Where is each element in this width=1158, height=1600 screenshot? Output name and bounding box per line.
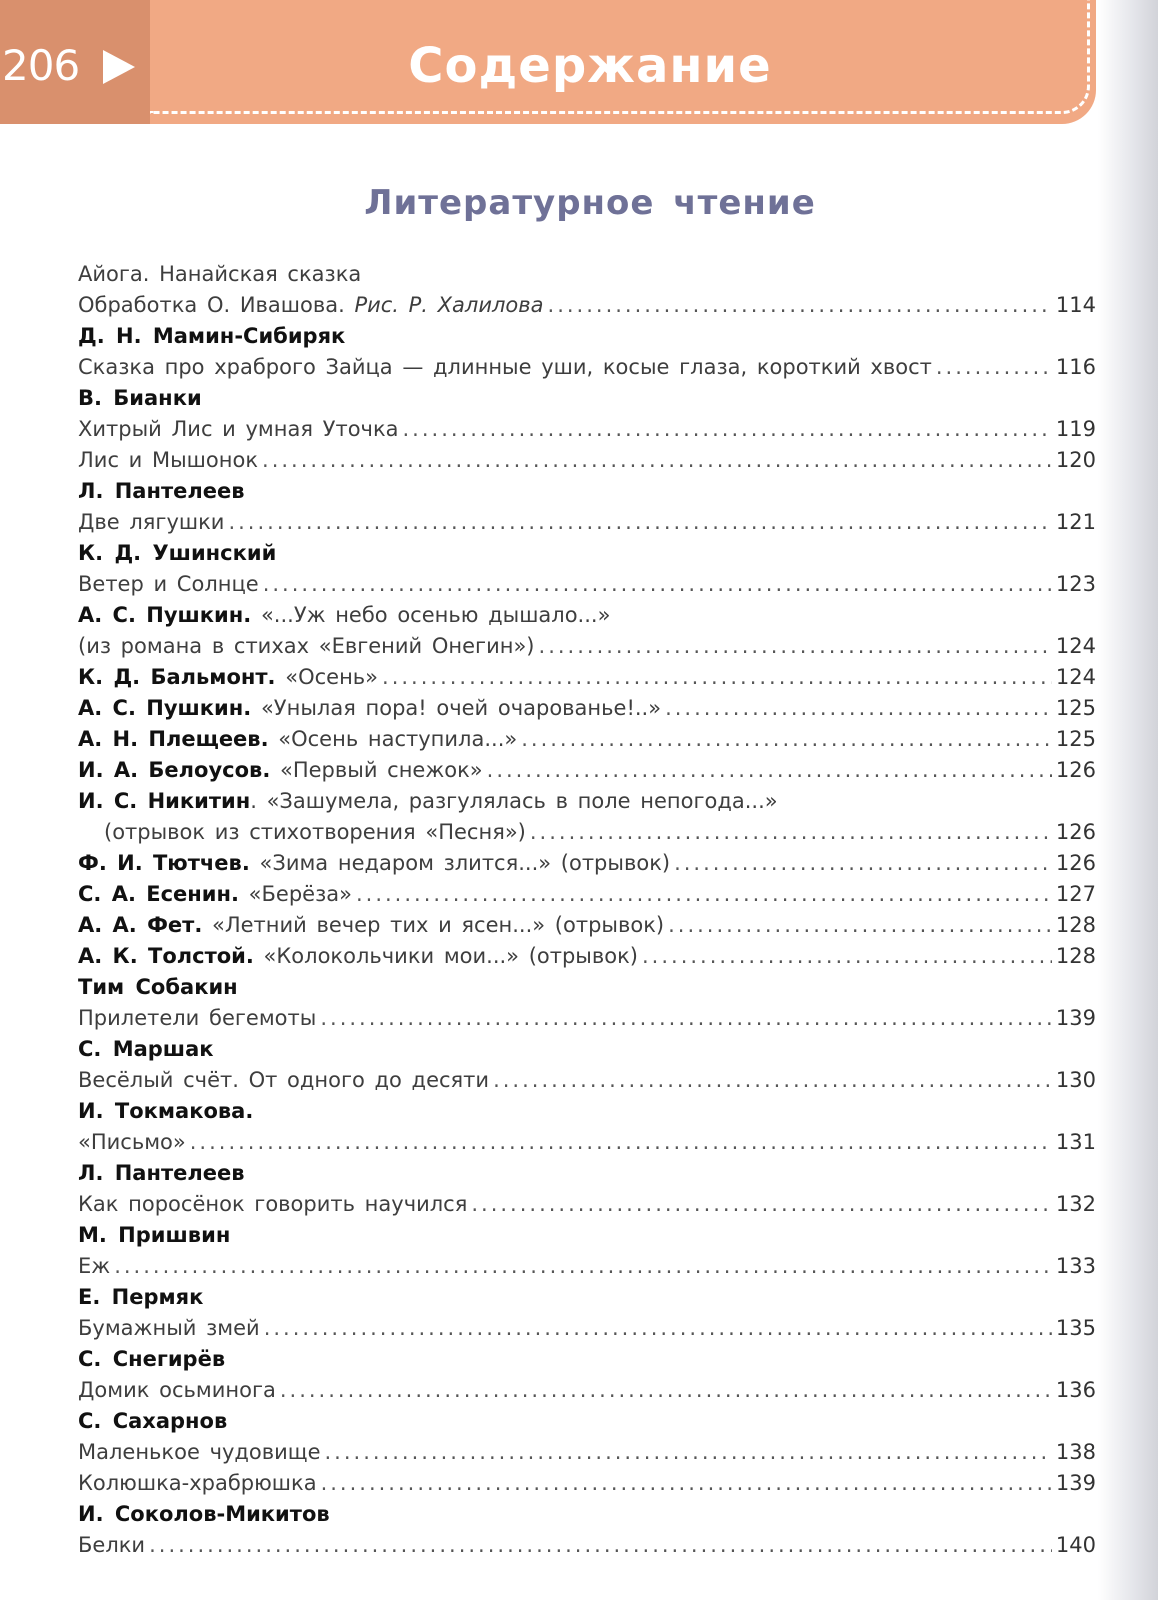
dot-leader — [190, 1127, 1052, 1158]
toc-entry-title — [78, 910, 664, 941]
dot-leader — [665, 693, 1052, 724]
toc-entry — [78, 600, 1096, 631]
toc-entry-title — [78, 662, 378, 693]
toc-page-number: 139 — [1055, 1006, 1096, 1030]
dot-leader — [149, 1530, 1052, 1561]
toc-author: С. Сахарнов — [78, 1409, 228, 1433]
toc-entry-title — [78, 414, 399, 445]
dot-leader — [642, 941, 1052, 972]
dot-leader — [936, 352, 1052, 383]
toc-page-number: 123 — [1055, 572, 1096, 596]
toc-entry-text: «Осень наступила...» — [268, 727, 518, 751]
play-arrow-icon — [103, 50, 135, 84]
toc-entry-text: Как поросёнок говорить научился — [78, 1192, 468, 1216]
toc-author: В. Бианки — [78, 386, 202, 410]
toc-entry-author: А. А. Фет. — [78, 913, 203, 937]
toc-page-number: 116 — [1055, 355, 1096, 379]
toc-entry-title — [78, 259, 361, 290]
toc-entry-author: Ф. И. Тютчев. — [78, 851, 250, 875]
toc-author: Е. Пермяк — [78, 1285, 204, 1309]
toc-entry-text: (из романа в стихах «Евгений Онегин») — [78, 634, 535, 658]
toc-entry-text: «Осень» — [275, 665, 379, 689]
dot-leader — [325, 1437, 1052, 1468]
toc-entry-author: А. С. Пушкин. — [78, 696, 252, 720]
dot-leader — [264, 1313, 1052, 1344]
toc-page-number: 128 — [1055, 944, 1096, 968]
toc-page-number: 121 — [1055, 510, 1096, 534]
toc-entry — [78, 662, 1096, 693]
toc-entry — [78, 941, 1096, 972]
toc-entry — [78, 1189, 1096, 1220]
toc-entry-title — [78, 693, 661, 724]
toc-entry — [78, 1437, 1096, 1468]
toc-entry — [78, 569, 1096, 600]
toc-page-number: 128 — [1055, 913, 1096, 937]
toc-entry-text: Айога. Нанайская сказка — [78, 262, 362, 286]
toc-entry — [78, 879, 1096, 910]
toc-entry-text: Колюшка-храбрюшка — [78, 1471, 317, 1495]
toc-entry-title — [78, 600, 610, 631]
toc-entry-text: Ветер и Солнце — [78, 572, 259, 596]
toc-entry-text: Обработка О. Ивашова. — [78, 293, 355, 317]
toc-entry — [78, 724, 1096, 755]
toc-entry — [78, 1313, 1096, 1344]
toc-entry-text: «Зима недаром злится...» (отрывок) — [249, 851, 671, 875]
toc-page-number: 127 — [1055, 882, 1096, 906]
toc-entry-title — [78, 941, 638, 972]
toc-entry-title — [78, 786, 778, 817]
page-number: 206 — [2, 41, 80, 90]
toc-entry-text: «Первый снежок» — [270, 758, 483, 782]
toc-page-number: 138 — [1055, 1440, 1096, 1464]
toc-entry-title — [78, 724, 517, 755]
dot-leader — [114, 1251, 1052, 1282]
toc-entry-title — [78, 569, 259, 600]
toc-entry-title — [78, 352, 932, 383]
toc-entry — [78, 817, 1096, 848]
toc-entry — [78, 445, 1096, 476]
toc-entry-author: С. А. Есенин. — [78, 882, 239, 906]
toc-entry-text: Хитрый Лис и умная Уточка — [78, 417, 399, 441]
toc-entry-author: К. Д. Бальмонт. — [78, 665, 276, 689]
toc-entry-text: «Унылая пора! очей очарованье!..» — [251, 696, 662, 720]
toc-entry-text: «Письмо» — [78, 1130, 186, 1154]
toc-entry-text: «...Уж небо осенью дышало...» — [251, 603, 611, 627]
section-title: Литературное чтение — [364, 183, 816, 223]
toc-entry — [78, 507, 1096, 538]
toc-page-number: 124 — [1055, 634, 1096, 658]
dot-leader — [320, 1003, 1052, 1034]
toc-page-number: 126 — [1055, 758, 1096, 782]
toc-entry — [78, 693, 1096, 724]
page-title: Содержание — [408, 38, 772, 94]
toc-entry-title — [78, 1127, 186, 1158]
toc-entry — [78, 755, 1096, 786]
dot-leader — [487, 755, 1052, 786]
table-of-contents — [78, 259, 1096, 1561]
toc-entry — [78, 848, 1096, 879]
dot-leader — [539, 631, 1052, 662]
toc-page-number: 130 — [1055, 1068, 1096, 1092]
toc-entry-text: Прилетели бегемоты — [78, 1006, 317, 1030]
toc-entry — [78, 1468, 1096, 1499]
toc-page-number: 136 — [1055, 1378, 1096, 1402]
page-number-box — [0, 0, 150, 124]
dot-leader — [521, 724, 1052, 755]
toc-entry-text: Домик осьминога — [78, 1378, 276, 1402]
toc-entry-title — [78, 1251, 110, 1282]
toc-entry-text: Сказка про храброго Зайца — длинные уши, косые глаза, короткий хвост — [78, 355, 932, 379]
toc-entry-text: (отрывок из стихотворения «Песня») — [104, 820, 526, 844]
dot-leader — [668, 910, 1052, 941]
toc-entry-text: «Берёза» — [239, 882, 352, 906]
toc-entry-title — [104, 817, 526, 848]
toc-entry-title — [78, 848, 670, 879]
dot-leader — [674, 848, 1052, 879]
toc-entry — [78, 786, 1096, 817]
toc-entry — [78, 290, 1096, 321]
toc-entry — [78, 1251, 1096, 1282]
toc-page-number: 133 — [1055, 1254, 1096, 1278]
toc-entry-author: А. К. Толстой. — [78, 944, 254, 968]
dot-leader — [403, 414, 1052, 445]
dot-leader — [280, 1375, 1052, 1406]
toc-entry-text: . «Зашумела, разгулялась в поле непогода...» — [250, 789, 778, 813]
toc-entry-title — [78, 1437, 321, 1468]
dot-leader — [228, 507, 1051, 538]
toc-entry-title — [78, 1530, 145, 1561]
toc-entry-title — [78, 1189, 467, 1220]
toc-page-number: 135 — [1055, 1316, 1096, 1340]
toc-author: И. Токмакова. — [78, 1099, 254, 1123]
toc-entry-text: Две лягушки — [78, 510, 225, 534]
toc-page-number: 131 — [1055, 1130, 1096, 1154]
toc-page-number: 119 — [1055, 417, 1096, 441]
toc-entry-title — [78, 1065, 489, 1096]
dot-leader — [262, 445, 1052, 476]
toc-entry — [78, 352, 1096, 383]
dot-leader — [493, 1065, 1052, 1096]
toc-entry-author: И. А. Белоусов. — [78, 758, 271, 782]
toc-author: К. Д. Ушинский — [78, 541, 277, 565]
toc-author: Тим Собакин — [78, 975, 238, 999]
toc-entry-title — [78, 1375, 276, 1406]
toc-author: М. Пришвин — [78, 1223, 231, 1247]
toc-entry-title — [78, 1468, 317, 1499]
page-edge-shadow — [1098, 0, 1158, 1600]
toc-author: Л. Пантелеев — [78, 1161, 245, 1185]
toc-entry — [78, 1127, 1096, 1158]
toc-entry-text: Бумажный змей — [78, 1316, 260, 1340]
toc-page-number: 120 — [1055, 448, 1096, 472]
dot-leader — [548, 290, 1052, 321]
toc-entry-text: Еж — [78, 1254, 111, 1278]
toc-entry-title — [78, 507, 224, 538]
toc-entry-author: А. С. Пушкин. — [78, 603, 252, 627]
toc-entry-text: «Колокольчики мои...» (отрывок) — [253, 944, 638, 968]
toc-author: Л. Пантелеев — [78, 479, 245, 503]
toc-entry-title — [78, 445, 258, 476]
toc-entry-illustrator: Рис. Р. Халилова — [354, 293, 544, 317]
toc-entry — [78, 1530, 1096, 1561]
toc-entry-title — [78, 631, 535, 662]
toc-entry — [78, 414, 1096, 445]
toc-entry-title — [78, 755, 483, 786]
toc-entry — [78, 1003, 1096, 1034]
toc-entry — [78, 259, 1096, 290]
dot-leader — [321, 1468, 1052, 1499]
toc-page-number: 126 — [1055, 820, 1096, 844]
toc-page-number: 125 — [1055, 696, 1096, 720]
toc-entry-text: Маленькое чудовище — [78, 1440, 321, 1464]
toc-author: И. Соколов-Микитов — [78, 1502, 330, 1526]
toc-author: С. Маршак — [78, 1037, 214, 1061]
toc-entry-title — [78, 879, 352, 910]
toc-page-number: 140 — [1055, 1533, 1096, 1557]
toc-page-number: 124 — [1055, 665, 1096, 689]
toc-page-number: 132 — [1055, 1192, 1096, 1216]
header-band — [0, 0, 1096, 124]
dot-leader — [263, 569, 1052, 600]
toc-entry-author: И. С. Никитин — [78, 789, 251, 813]
dot-leader — [382, 662, 1052, 693]
toc-entry — [78, 631, 1096, 662]
toc-page-number: 126 — [1055, 851, 1096, 875]
toc-page-number: 139 — [1055, 1471, 1096, 1495]
toc-entry-text: Белки — [78, 1533, 146, 1557]
dot-leader — [356, 879, 1052, 910]
toc-entry — [78, 910, 1096, 941]
toc-entry-title — [78, 290, 544, 321]
toc-author: С. Снегирёв — [78, 1347, 226, 1371]
toc-entry-title — [78, 1003, 316, 1034]
toc-entry-title — [78, 1313, 260, 1344]
dot-leader — [471, 1189, 1052, 1220]
toc-entry-author: А. Н. Плещеев. — [78, 727, 269, 751]
toc-entry-text: «Летний вечер тих и ясен...» (отрывок) — [202, 913, 665, 937]
dot-leader — [530, 817, 1052, 848]
toc-entry-text: Весёлый счёт. От одного до десяти — [78, 1068, 490, 1092]
toc-entry — [78, 1375, 1096, 1406]
toc-page-number: 125 — [1055, 727, 1096, 751]
toc-entry-text: Лис и Мышонок — [78, 448, 259, 472]
toc-author: Д. Н. Мамин-Сибиряк — [78, 324, 346, 348]
toc-entry — [78, 1065, 1096, 1096]
toc-page-number: 114 — [1055, 293, 1096, 317]
